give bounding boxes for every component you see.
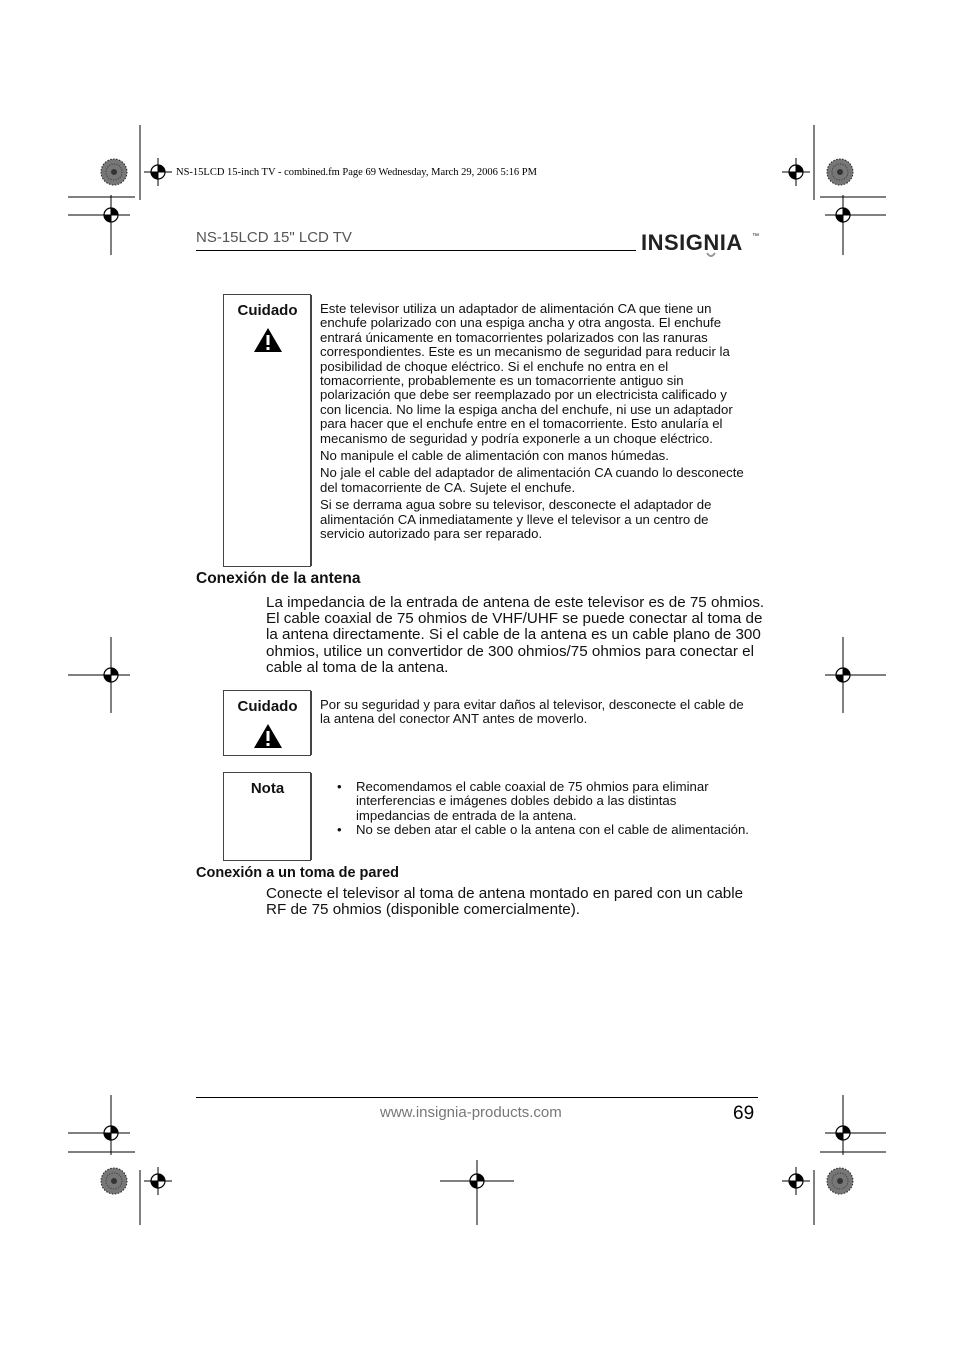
page-number: 69 xyxy=(733,1103,755,1124)
caution-text xyxy=(320,302,750,545)
insignia-logo xyxy=(641,226,761,265)
caution-paragraph: No manipule el cable de alimentación con manos húmedas. xyxy=(320,448,669,464)
insignia-logo-mark xyxy=(641,226,761,260)
caution-label: Cuidado xyxy=(237,302,298,319)
warning-triangle-icon xyxy=(253,327,283,353)
list-item xyxy=(320,823,750,837)
list-item-text: Recomendamos el cable coaxial de 75 ohmios para eliminar interferencias e imágenes dobles debido a las distintas impedancias de entrada de la antena. xyxy=(356,779,709,823)
page-header-title: NS-15LCD 15" LCD TV xyxy=(196,229,352,246)
bullet: • xyxy=(337,779,342,794)
note-list xyxy=(320,780,750,838)
print-info: NS-15LCD 15-inch TV - combined.fm Page 69 Wednesday, March 29, 2006 5:16 PM xyxy=(176,167,537,178)
caution-box-2 xyxy=(223,690,744,756)
caution-paragraph: Este televisor utiliza un adaptador de alimentación CA que tiene un enchufe polarizado con una espiga ancha y otra angosta. El enchufe entrará únicamente en tomacorrientes polarizados con las ranuras correspondientes. Este es un mecanismo de seguridad para reducir la posibilidad de choque eléctrico. Si el enchufe no entra en el tomacorriente, probablemente es un tomacorriente antiguo sin polarización que debe ser reemplazado por un electricista calificado y con licencia. No lime la espiga ancha del enchufe, ni use un adaptador para hacer que el enchufe entre en el tomacorriente. Esto anularía el mecanismo de seguridad y podría exponerle a un choque eléctrico. xyxy=(320,301,733,446)
caution-paragraph: Si se derrama agua sobre su televisor, desconecte el adaptador de alimentación CA inmediatamente y lleve el televisor a un centro de servicio autorizado para ser reparado. xyxy=(320,497,712,542)
logo-tm: ™ xyxy=(752,233,759,240)
caution-label: Cuidado xyxy=(237,698,298,715)
antenna-paragraph: La impedancia de la entrada de antena de este televisor es de 75 ohmios. El cable coaxial de 75 ohmios de VHF/UHF se puede conectar al toma de la antena directamente. Si el cable de la antena es un cable plano de 300 ohmios, utilice un convertidor de 300 ohmios/75 ohmios para conectar el cable al toma de la antena. xyxy=(266,594,765,676)
warning-triangle-icon xyxy=(253,723,283,749)
section-heading-wall: Conexión a un toma de pared xyxy=(196,865,400,881)
bullet: • xyxy=(337,822,342,838)
footer-url: www.insignia-products.com xyxy=(380,1104,562,1121)
list-item-text: No se deben atar el cable o la antena con el cable de alimentación. xyxy=(356,822,749,838)
logo-text: INSIGNIA xyxy=(641,230,743,255)
note-box xyxy=(223,772,749,861)
caution-paragraph: No jale el cable del adaptador de alimentación CA cuando lo desconecte del tomacorriente de CA. Sujete el enchufe. xyxy=(320,465,744,495)
caution-label-column xyxy=(224,295,312,566)
caution-label-column xyxy=(224,691,312,755)
footer-rule xyxy=(196,1097,758,1098)
note-label-column xyxy=(224,773,312,860)
caution-paragraph: Por su seguridad y para evitar daños al televisor, desconecte el cable de la antena del conector ANT antes de moverlo. xyxy=(320,697,744,727)
list-item xyxy=(320,780,750,823)
header-rule xyxy=(196,250,636,251)
wall-paragraph: Conecte el televisor al toma de antena montado en pared con un cable RF de 75 ohmios (disponible comercialmente). xyxy=(266,885,744,919)
note-text xyxy=(320,780,750,838)
section-heading-antenna: Conexión de la antena xyxy=(196,570,361,587)
caution-box-1 xyxy=(223,294,744,567)
caution-text xyxy=(320,698,750,730)
note-label: Nota xyxy=(250,780,285,797)
